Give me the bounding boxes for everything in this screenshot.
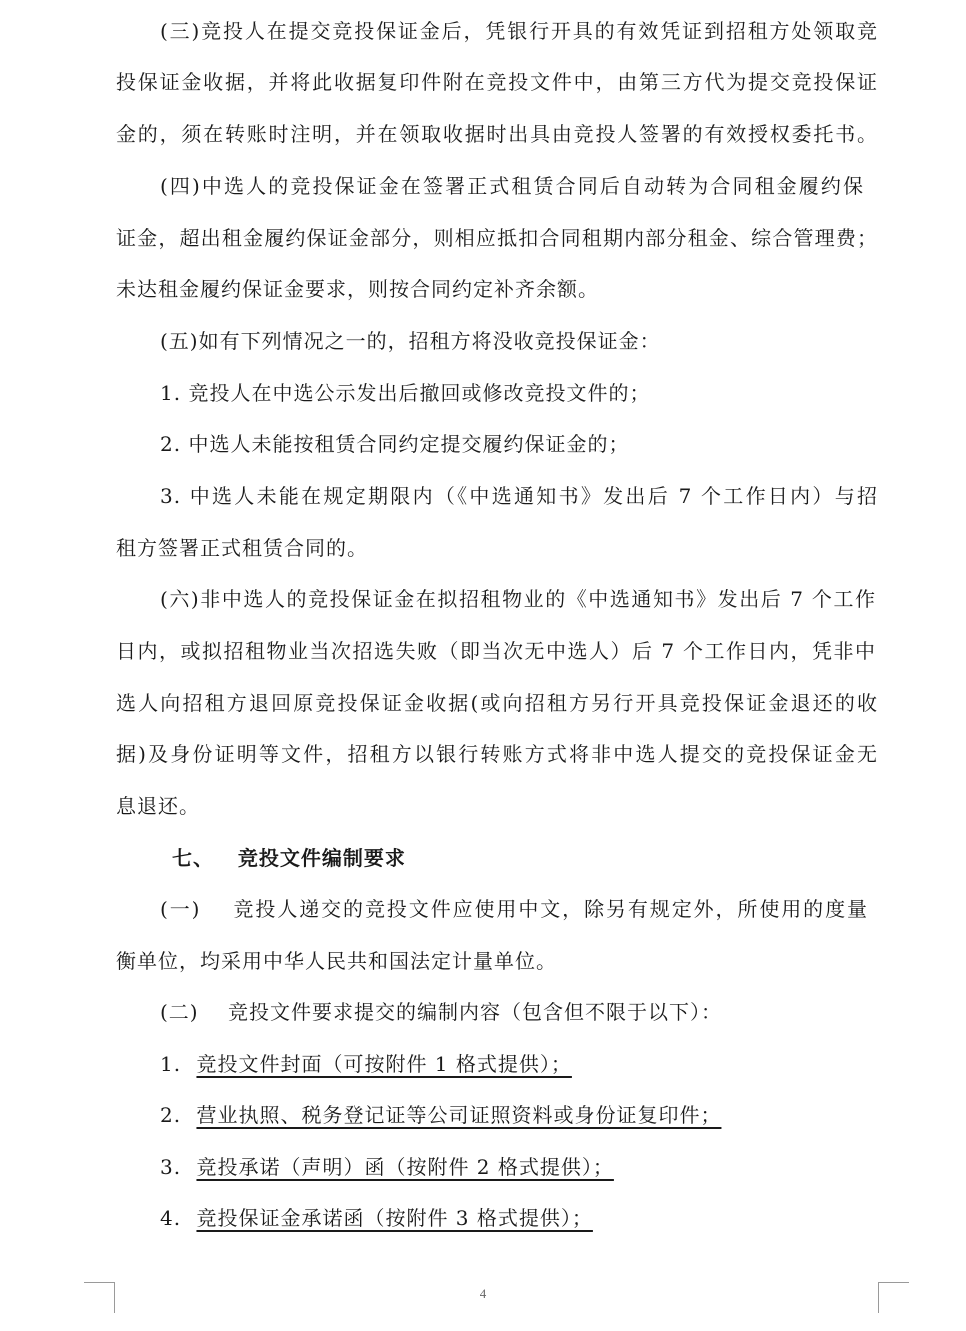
paragraph-6-line-5: 息退还。 bbox=[116, 794, 200, 818]
list-item-text: 竞投承诺（声明）函（按附件 2 格式提供）； bbox=[196, 1155, 614, 1179]
paragraph-3-line-1: (三)竞投人在提交竞投保证金后，凭银行开具的有效凭证到招租方处领取竞 bbox=[160, 19, 878, 43]
list-item-number: 3. bbox=[160, 1155, 182, 1179]
paragraph-3-line-2: 投保证金收据，并将此收据复印件附在竞投文件中，由第三方代为提交竞投保证 bbox=[116, 70, 878, 94]
paragraph-6-line-4: 据)及身份证明等文件，招租方以银行转账方式将非中选人提交的竞投保证金无 bbox=[116, 742, 878, 766]
forfeit-item-3-line-1: 3. 中选人未能在规定期限内（《中选通知书》发出后 7 个工作日内）与招 bbox=[160, 484, 878, 508]
list-item-number: 2. bbox=[160, 1103, 182, 1127]
list-item-text: 营业执照、税务登记证等公司证照资料或身份证复印件； bbox=[196, 1103, 722, 1127]
paragraph-5: (五)如有下列情况之一的，招租方将没收竞投保证金： bbox=[160, 329, 661, 353]
list-item bbox=[160, 1154, 922, 1180]
paragraph-3-line-3: 金的，须在转账时注明，并在领取收据时出具由竞投人签署的有效授权委托书。 bbox=[116, 122, 878, 146]
forfeit-item-3-line-2: 租方签署正式租赁合同的。 bbox=[116, 536, 368, 560]
list-item-text: 竞投保证金承诺函（按附件 3 格式提供）； bbox=[196, 1206, 593, 1230]
list-item-number: 1. bbox=[160, 1052, 182, 1076]
list-item bbox=[160, 1102, 922, 1128]
paragraph-4-line-2: 证金，超出租金履约保证金部分，则相应抵扣合同租期内部分租金、综合管理费； bbox=[116, 226, 878, 250]
page-number: 4 bbox=[479, 1286, 487, 1301]
forfeit-item-1: 1. 竞投人在中选公示发出后撤回或修改竞投文件的； bbox=[160, 381, 651, 405]
section-paragraph-2: (二) 竞投文件要求提交的编制内容（包含但不限于以下）： bbox=[160, 1000, 723, 1024]
paragraph-4-line-1: (四)中选人的竞投保证金在签署正式租赁合同后自动转为合同租金履约保 bbox=[160, 174, 864, 198]
list-item-text: 竞投文件封面（可按附件 1 格式提供）； bbox=[196, 1052, 572, 1076]
forfeit-item-2: 2. 中选人未能按租赁合同约定提交履约保证金的； bbox=[160, 432, 630, 456]
paragraph-6-line-2: 日内，或拟招租物业当次招选失败（即当次无中选人）后 7 个工作日内，凭非中 bbox=[116, 639, 876, 663]
section-paragraph-1-line-1: (一) 竞投人递交的竞投文件应使用中文，除另有规定外，所使用的度量 bbox=[160, 897, 868, 921]
list-item bbox=[160, 1205, 922, 1231]
section-heading: 七、 竞投文件编制要求 bbox=[172, 846, 406, 870]
list-item bbox=[160, 1051, 922, 1077]
list-item-number: 4. bbox=[160, 1206, 182, 1230]
paragraph-6-line-3: 选人向招租方退回原竞投保证金收据(或向招租方另行开具竞投保证金退还的收 bbox=[116, 691, 878, 715]
paragraph-6-line-1: (六)非中选人的竞投保证金在拟招租物业的《中选通知书》发出后 7 个工作 bbox=[160, 587, 876, 611]
section-paragraph-1-line-2: 衡单位，均采用中华人民共和国法定计量单位。 bbox=[116, 949, 557, 973]
paragraph-4-line-3: 未达租金履约保证金要求，则按合同约定补齐余额。 bbox=[116, 277, 599, 301]
